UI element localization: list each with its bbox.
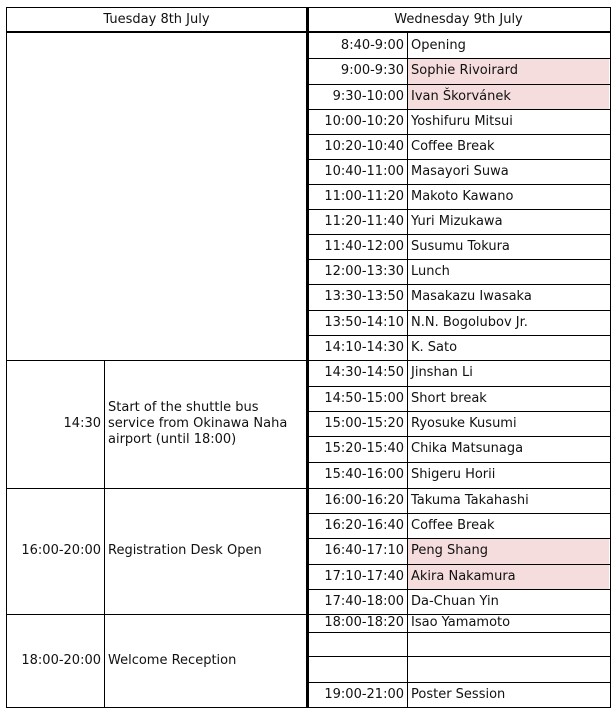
session-name: Makoto Kawano <box>411 188 514 204</box>
session-time: 15:00-15:20 <box>324 415 404 431</box>
event-description: Welcome Reception <box>108 652 237 668</box>
session-name: Isao Yamamoto <box>411 615 511 630</box>
grid-line <box>307 589 610 590</box>
session-name: Da-Chuan Yin <box>411 593 499 609</box>
session-time: 17:10-17:40 <box>324 568 404 584</box>
session-time: 8:40-9:00 <box>340 37 404 53</box>
grid-line <box>307 488 610 489</box>
session-time: 13:50-14:10 <box>324 314 404 330</box>
session-time: 14:30-14:50 <box>324 365 404 380</box>
tuesday-header: Tuesday 8th July <box>103 11 210 27</box>
grid-line <box>307 234 610 235</box>
session-time: 16:00-16:20 <box>324 492 404 508</box>
grid-line <box>307 58 610 59</box>
grid-line <box>307 84 610 85</box>
session-name: Coffee Break <box>411 138 495 154</box>
session-name: Sophie Rivoirard <box>411 63 519 78</box>
event-description: Registration Desk Open <box>108 543 262 558</box>
session-name <box>408 656 609 682</box>
session-name: K. Sato <box>411 339 458 355</box>
session-time: 15:20-15:40 <box>324 441 404 456</box>
session-time: 15:40-16:00 <box>324 467 404 482</box>
session-time: 14:50-15:00 <box>324 390 404 406</box>
session-time: 10:00-10:20 <box>324 113 404 129</box>
event-time: 16:00-20:00 <box>21 543 101 558</box>
grid-line <box>307 109 610 110</box>
session-time <box>308 632 407 656</box>
grid-line <box>307 134 610 135</box>
session-time: 17:40-18:00 <box>324 593 404 609</box>
session-name: Opening <box>411 37 466 53</box>
session-time: 9:00-9:30 <box>340 63 404 78</box>
grid-line <box>307 632 610 633</box>
session-name: Susumu Tokura <box>411 238 510 254</box>
session-name: Poster Session <box>411 686 506 702</box>
session-time: 9:30-10:00 <box>332 88 404 104</box>
grid-line <box>307 335 610 336</box>
session-name: Masayori Suwa <box>411 163 509 179</box>
session-name: Ivan Škorvánek <box>411 88 511 104</box>
session-name: Ryosuke Kusumi <box>411 415 517 431</box>
grid-line <box>307 184 610 185</box>
session-name: Peng Shang <box>411 543 488 558</box>
session-time: 19:00-21:00 <box>324 686 404 702</box>
session-time: 14:10-14:30 <box>324 339 404 355</box>
grid-line <box>6 360 307 361</box>
session-name: Lunch <box>411 263 450 279</box>
grid-line <box>307 538 610 539</box>
grid-line <box>307 614 610 615</box>
session-time: 11:40-12:00 <box>324 238 404 254</box>
grid-line <box>6 614 307 615</box>
grid-line <box>307 682 610 683</box>
grid-line <box>407 32 408 707</box>
session-name: Jinshan Li <box>411 365 473 380</box>
session-name: N.N. Bogolubov Jr. <box>411 314 528 330</box>
grid-line <box>6 31 611 33</box>
wednesday-header: Wednesday 9th July <box>394 11 523 27</box>
event-description: Start of the shuttle bus service from Okinawa Naha airport (until 18:00) <box>108 400 288 447</box>
grid-line <box>307 159 610 160</box>
grid-line <box>307 564 610 565</box>
session-name: Akira Nakamura <box>411 568 516 584</box>
session-time: 16:40-17:10 <box>324 543 404 558</box>
session-name <box>408 632 609 656</box>
session-name: Short break <box>411 390 487 406</box>
grid-line <box>307 656 610 657</box>
session-name: Chika Matsunaga <box>411 441 524 456</box>
session-name: Takuma Takahashi <box>411 492 529 508</box>
grid-line <box>307 411 610 412</box>
session-time: 13:30-13:50 <box>324 289 404 304</box>
session-name: Shigeru Horii <box>411 467 496 482</box>
grid-line <box>306 7 309 708</box>
session-name: Coffee Break <box>411 517 495 533</box>
session-time: 12:00-13:30 <box>324 263 404 279</box>
grid-line <box>307 436 610 437</box>
session-time: 11:00-11:20 <box>324 188 404 204</box>
session-time <box>308 656 407 682</box>
session-time: 18:00-18:20 <box>324 615 404 630</box>
grid-line <box>307 310 610 311</box>
session-time: 10:20-10:40 <box>324 138 404 154</box>
session-name: Yuri Mizukawa <box>411 213 503 229</box>
grid-line <box>6 488 307 489</box>
grid-line <box>104 360 105 707</box>
event-time: 18:00-20:00 <box>21 652 101 668</box>
event-time: 14:30 <box>63 416 101 431</box>
session-time: 10:40-11:00 <box>324 163 404 179</box>
session-time: 16:20-16:40 <box>324 517 404 533</box>
grid-line <box>307 360 610 361</box>
grid-line <box>307 462 610 463</box>
session-name: Yoshifuru Mitsui <box>411 113 513 129</box>
grid-line <box>307 209 610 210</box>
session-name: Masakazu Iwasaka <box>411 289 532 304</box>
grid-line <box>307 259 610 260</box>
grid-line <box>307 513 610 514</box>
session-time: 11:20-11:40 <box>324 213 404 229</box>
grid-line <box>307 284 610 285</box>
grid-line <box>6 7 7 708</box>
grid-line <box>307 386 610 387</box>
